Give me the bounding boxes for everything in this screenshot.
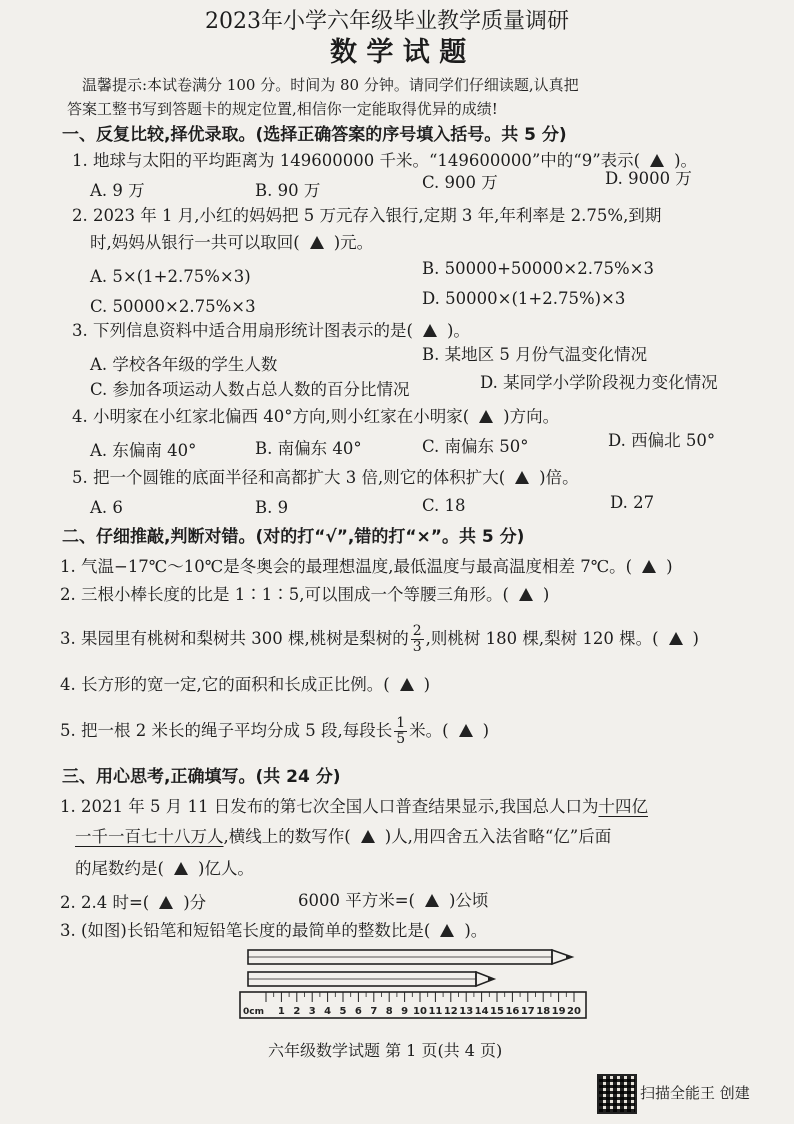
s1-q4-stem bbox=[72, 406, 559, 428]
s1-q3-text: 3. 下列信息资料中适合用扇形统计图表示的是( bbox=[72, 321, 413, 340]
s1-q3-option-d: D. 某同学小学阶段视力变化情况 bbox=[480, 373, 718, 392]
s2-q3-text: 3. 果园里有桃树和梨树共 300 棵,桃树是梨树的 bbox=[60, 629, 409, 648]
ruler-number-label: 9 bbox=[401, 1006, 409, 1017]
ruler-number-label: 15 bbox=[490, 1006, 504, 1017]
answer-triangle-icon bbox=[425, 894, 439, 907]
s2-q5-close: ) bbox=[482, 721, 490, 740]
s1-q5-option-d: D. 27 bbox=[610, 493, 655, 512]
s1-q5-option-a: A. 6 bbox=[90, 498, 123, 517]
s1-q2-option-d: D. 50000×(1+2.75%)×3 bbox=[422, 289, 626, 308]
s1-q1-text: 1. 地球与太阳的平均距离为 149600000 千米。“149600000”中的“9”表示( bbox=[72, 151, 641, 170]
s3-q1-line1 bbox=[60, 796, 648, 818]
s3-q2-text: 2. 2.4 时=( bbox=[60, 893, 150, 912]
s2-q1 bbox=[60, 556, 673, 578]
exam-subject-title: 数 学 试 题 bbox=[330, 37, 467, 68]
s3-q3-text: 3. (如图)长铅笔和短铅笔长度的最简单的整数比是( bbox=[60, 921, 431, 940]
answer-triangle-icon bbox=[174, 862, 188, 875]
fraction-one-fifth bbox=[394, 716, 407, 747]
s3-q1-line2 bbox=[75, 826, 611, 848]
s1-q3-option-b: B. 某地区 5 月份气温变化情况 bbox=[422, 345, 648, 364]
ruler-number-label: 20 bbox=[567, 1006, 581, 1017]
answer-triangle-icon bbox=[361, 830, 375, 843]
ruler-number-label: 11 bbox=[428, 1006, 443, 1017]
s3-q3 bbox=[60, 920, 487, 942]
answer-triangle-icon bbox=[459, 724, 473, 737]
ruler-number-label: 17 bbox=[520, 1006, 535, 1017]
ruler-number-label: 16 bbox=[505, 1006, 520, 1017]
ruler-number-label: 8 bbox=[385, 1006, 393, 1017]
s3-q2 bbox=[60, 892, 206, 914]
s2-q4-text: 4. 长方形的宽一定,它的面积和长成正比例。( bbox=[60, 675, 390, 694]
answer-triangle-icon bbox=[669, 632, 683, 645]
ruler-number-label: 13 bbox=[459, 1006, 474, 1017]
s2-q4 bbox=[60, 674, 430, 696]
exam-header-title: 2023年小学六年级毕业教学质量调研 bbox=[205, 9, 569, 34]
s2-q3 bbox=[60, 624, 699, 655]
short-pencil-icon bbox=[248, 972, 494, 986]
ruler-number-label: 18 bbox=[536, 1006, 551, 1017]
answer-triangle-icon bbox=[423, 324, 437, 337]
s2-q2 bbox=[60, 584, 549, 606]
s1-q1-option-c: C. 900 万 bbox=[422, 173, 498, 192]
ruler-number-label: 1 bbox=[277, 1006, 285, 1017]
answer-triangle-icon bbox=[515, 471, 529, 484]
s3-q1-underlined-number-cont: 一千一百七十八万人 bbox=[75, 827, 224, 846]
fraction-numerator: 2 bbox=[412, 623, 422, 639]
s3-q1-text-2: ,横线上的数写作( bbox=[223, 827, 351, 846]
s1-q2-option-b: B. 50000+50000×2.75%×3 bbox=[422, 259, 654, 278]
s2-q3-close: ) bbox=[692, 629, 699, 648]
pencil-ruler-figure bbox=[238, 944, 588, 1030]
ruler-number-label: 2 bbox=[293, 1006, 301, 1017]
ruler-number-label: 3 bbox=[308, 1006, 316, 1017]
s1-q1-option-a: A. 9 万 bbox=[90, 181, 145, 200]
ruler-unit-label: 0cm bbox=[243, 1007, 264, 1017]
ruler-number-label: 7 bbox=[370, 1006, 378, 1017]
answer-triangle-icon bbox=[650, 154, 664, 167]
fraction-two-thirds bbox=[411, 624, 424, 655]
ruler-number-label: 12 bbox=[443, 1006, 458, 1017]
s1-q2-option-c: C. 50000×2.75%×3 bbox=[90, 297, 256, 316]
s1-q2-text-end: )元。 bbox=[333, 233, 374, 252]
ruler-number-label: 19 bbox=[551, 1006, 566, 1017]
ruler-ticks bbox=[266, 992, 574, 1002]
s2-q2-text: 2. 三根小棒长度的比是 1∶1∶5,可以围成一个等腰三角形。( bbox=[60, 585, 509, 604]
answer-triangle-icon bbox=[400, 678, 414, 691]
fraction-denominator: 3 bbox=[412, 639, 422, 655]
answer-triangle-icon bbox=[519, 588, 533, 601]
s3-q1-underlined-number: 十四亿 bbox=[598, 797, 648, 816]
s1-q3-stem bbox=[72, 320, 470, 342]
s3-q1-text-5: )亿人。 bbox=[197, 859, 254, 878]
s3-q2-text-3: 6000 平方米=( bbox=[298, 891, 415, 910]
fraction-denominator: 5 bbox=[396, 731, 406, 747]
fraction-numerator: 1 bbox=[396, 715, 406, 731]
ruler-numbers bbox=[278, 1006, 581, 1017]
s1-q3-option-c: C. 参加各项运动人数占总人数的百分比情况 bbox=[90, 380, 410, 399]
s1-q1-option-d: D. 9000 万 bbox=[605, 169, 692, 188]
s2-q2-close: ) bbox=[542, 585, 550, 604]
s3-q1-text-3: )人,用四舍五入法省略“亿”后面 bbox=[384, 827, 612, 846]
ruler-number-label: 5 bbox=[339, 1006, 347, 1017]
s2-q4-close: ) bbox=[423, 675, 431, 694]
ruler-number-label: 14 bbox=[474, 1006, 489, 1017]
s1-q4-text-end: )方向。 bbox=[503, 407, 560, 426]
ruler-number-label: 4 bbox=[324, 1006, 332, 1017]
answer-triangle-icon bbox=[310, 236, 324, 249]
s2-q1-text: 1. 气温−17℃～10℃是冬奥会的最理想温度,最低温度与最高温度相差 7℃。( bbox=[60, 557, 633, 576]
s1-q4-option-d: D. 西偏北 50° bbox=[608, 431, 716, 450]
s3-q1-text: 1. 2021 年 5 月 11 日发布的第七次全国人口普查结果显示,我国总人口为 bbox=[60, 797, 599, 816]
s2-q5 bbox=[60, 716, 489, 747]
s2-q5-text-end: 米。( bbox=[409, 721, 449, 740]
s3-q2-area bbox=[298, 890, 488, 912]
s3-q1-text-4: 的尾数约是( bbox=[75, 859, 164, 878]
s1-q1-option-b: B. 90 万 bbox=[255, 181, 321, 200]
s1-q5-stem bbox=[72, 467, 579, 489]
s2-q1-close: ) bbox=[666, 557, 673, 576]
s1-q2-option-a: A. 5×(1+2.75%×3) bbox=[90, 267, 251, 286]
s1-q5-option-c: C. 18 bbox=[422, 496, 466, 515]
s1-q1-text-end: )。 bbox=[674, 151, 698, 170]
ruler-number-label: 6 bbox=[354, 1006, 362, 1017]
section2-heading: 二、仔细推敲,判断对错。(对的打“√”,错的打“×”。共 5 分) bbox=[62, 527, 525, 547]
s1-q2-stem-line1: 2. 2023 年 1 月,小红的妈妈把 5 万元存入银行,定期 3 年,年利率是 2.75%,到期 bbox=[72, 206, 662, 225]
s1-q5-text-end: )倍。 bbox=[539, 468, 579, 487]
scanner-watermark: 扫描全能王 创建 bbox=[640, 1084, 750, 1102]
long-pencil-icon bbox=[248, 950, 572, 964]
ruler-number-label: 10 bbox=[413, 1006, 427, 1017]
tip-line-2: 答案工整书写到答题卡的规定位置,相信你一定能取得优异的成绩! bbox=[67, 100, 498, 118]
answer-triangle-icon bbox=[479, 410, 493, 423]
s3-q2-text-2: )分 bbox=[183, 893, 207, 912]
s1-q5-option-b: B. 9 bbox=[255, 498, 289, 517]
tip-line-1: 温馨提示:本试卷满分 100 分。时间为 80 分钟。请同学们仔细读题,认真把 bbox=[82, 76, 579, 94]
s3-q2-text-4: )公顷 bbox=[449, 891, 489, 910]
s1-q4-option-b: B. 南偏东 40° bbox=[255, 439, 362, 458]
s1-q5-text: 5. 把一个圆锥的底面半径和高都扩大 3 倍,则它的体积扩大( bbox=[72, 468, 506, 487]
s2-q5-text: 5. 把一根 2 米长的绳子平均分成 5 段,每段长 bbox=[60, 721, 393, 740]
s1-q3-option-a: A. 学校各年级的学生人数 bbox=[90, 355, 278, 374]
s1-q2-text: 时,妈妈从银行一共可以取回( bbox=[90, 233, 300, 252]
answer-triangle-icon bbox=[440, 924, 454, 937]
page-footer: 六年级数学试题 第 1 页(共 4 页) bbox=[268, 1041, 503, 1060]
s1-q1-stem bbox=[72, 150, 697, 172]
s3-q3-text-end: )。 bbox=[464, 921, 488, 940]
s1-q2-stem-line2 bbox=[90, 232, 373, 254]
s1-q4-text: 4. 小明家在小红家北偏西 40°方向,则小红家在小明家( bbox=[72, 407, 470, 426]
s1-q4-option-c: C. 南偏东 50° bbox=[422, 437, 529, 456]
qr-code-icon bbox=[597, 1074, 637, 1114]
s3-q1-line3 bbox=[75, 858, 254, 880]
s1-q3-text-end: )。 bbox=[446, 321, 470, 340]
section3-heading: 三、用心思考,正确填写。(共 24 分) bbox=[62, 767, 341, 787]
answer-triangle-icon bbox=[159, 896, 173, 909]
s2-q3-text-end: ,则桃树 180 棵,梨树 120 棵。( bbox=[425, 629, 659, 648]
section1-heading: 一、反复比较,择优录取。(选择正确答案的序号填入括号。共 5 分) bbox=[62, 125, 567, 145]
answer-triangle-icon bbox=[642, 560, 656, 573]
s1-q4-option-a: A. 东偏南 40° bbox=[90, 441, 197, 460]
